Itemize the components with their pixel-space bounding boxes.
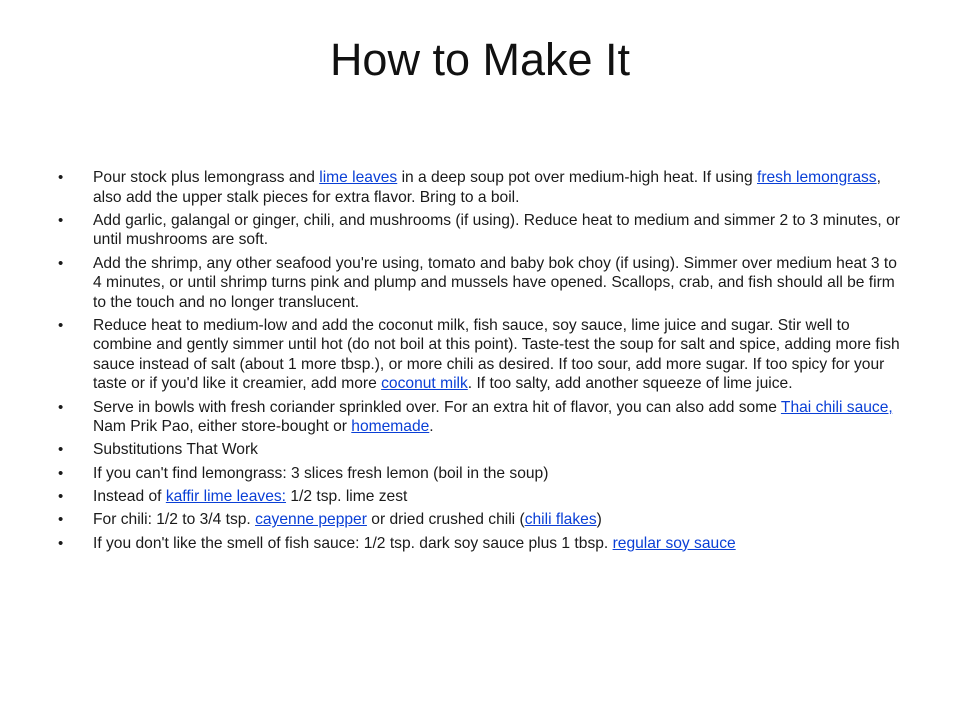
list-item-text: 1/2 tsp. lime zest [286,488,408,506]
bullet-icon: • [58,464,64,482]
list-item [58,440,908,460]
bullet-icon: • [58,534,64,552]
list-item [58,487,908,507]
bullet-icon: • [58,511,64,529]
bullet-icon: • [58,316,64,334]
page-title: How to Make It [329,34,631,85]
list-item [58,534,908,554]
inline-link[interactable]: regular soy sauce [612,534,736,552]
list-item-text: Substitutions That Work [93,441,258,459]
instruction-list [58,168,908,557]
list-item [58,316,908,394]
list-item [58,398,908,437]
bullet-icon: • [58,169,64,186]
list-item-text: . If too salty, add another squeeze of lime juice. [467,375,793,393]
inline-link[interactable]: lime leaves [319,169,398,186]
list-item-text: . [429,418,434,436]
inline-link[interactable]: chili flakes [524,511,597,529]
inline-link[interactable]: fresh lemongrass [756,169,877,186]
list-item [58,168,908,207]
list-item-text: Serve in bowls with fresh coriander sprinkled over. For an extra hit of flavor, you can also add some [93,398,781,416]
list-item-text: If you don't like the smell of fish sauce: 1/2 tsp. dark soy sauce plus 1 tbsp. [93,534,613,552]
inline-link[interactable]: kaffir lime leaves: [165,488,287,506]
list-item-text: Instead of [93,488,166,506]
list-item [58,510,908,530]
list-item-text: If you can't find lemongrass: 3 slices fresh lemon (boil in the soup) [93,464,549,482]
list-item-text: For chili: 1/2 to 3/4 tsp. [93,511,256,529]
list-item-text: Pour stock plus lemongrass and [93,169,320,186]
inline-link[interactable]: homemade [351,418,430,436]
bullet-icon: • [58,441,64,459]
bullet-icon: • [58,211,64,229]
bullet-icon: • [58,254,64,272]
list-item [58,464,908,484]
list-item [58,211,908,250]
inline-link[interactable]: Thai chili sauce, [780,398,893,416]
list-item-text: , also add the upper stalk pieces for extra flavor. Bring to a boil. [93,169,881,206]
inline-link[interactable]: coconut milk [381,375,468,393]
list-item-text: Reduce heat to medium-low and add the coconut milk, fish sauce, soy sauce, lime juice and sugar. Stir well to combine and gently simmer until hot (do not boil at this point). Taste-test the soup for salt and spice, adding more fish sauce instead of salt (about 1 more tbsp.), or more chili as desired. If too sour, add more sugar. If too spicy for your taste or if you'd like it creamier, add more [93,316,900,393]
bullet-icon: • [58,488,64,506]
bullet-icon: • [58,398,64,416]
list-item-text: Nam Prik Pao, either store-bought or [93,418,352,436]
list-item-text: Add the shrimp, any other seafood you're using, tomato and baby bok choy (if using). Simmer over medium heat 3 to 4 minutes, or until shrimp turns pink and plump and mussels have opened. Scallops, crab, and fish should all be firm to the touch and no longer translucent. [93,254,897,311]
list-item [58,254,908,313]
inline-link[interactable]: cayenne pepper [255,511,367,529]
list-item-text: ) [596,511,602,529]
list-item-text: Add garlic, galangal or ginger, chili, and mushrooms (if using). Reduce heat to medium and simmer 2 to 3 minutes, or until mushrooms are soft. [93,211,900,249]
list-item-text: in a deep soup pot over medium-high heat. If using [397,169,757,186]
list-item-text: or dried crushed chili ( [366,511,525,529]
